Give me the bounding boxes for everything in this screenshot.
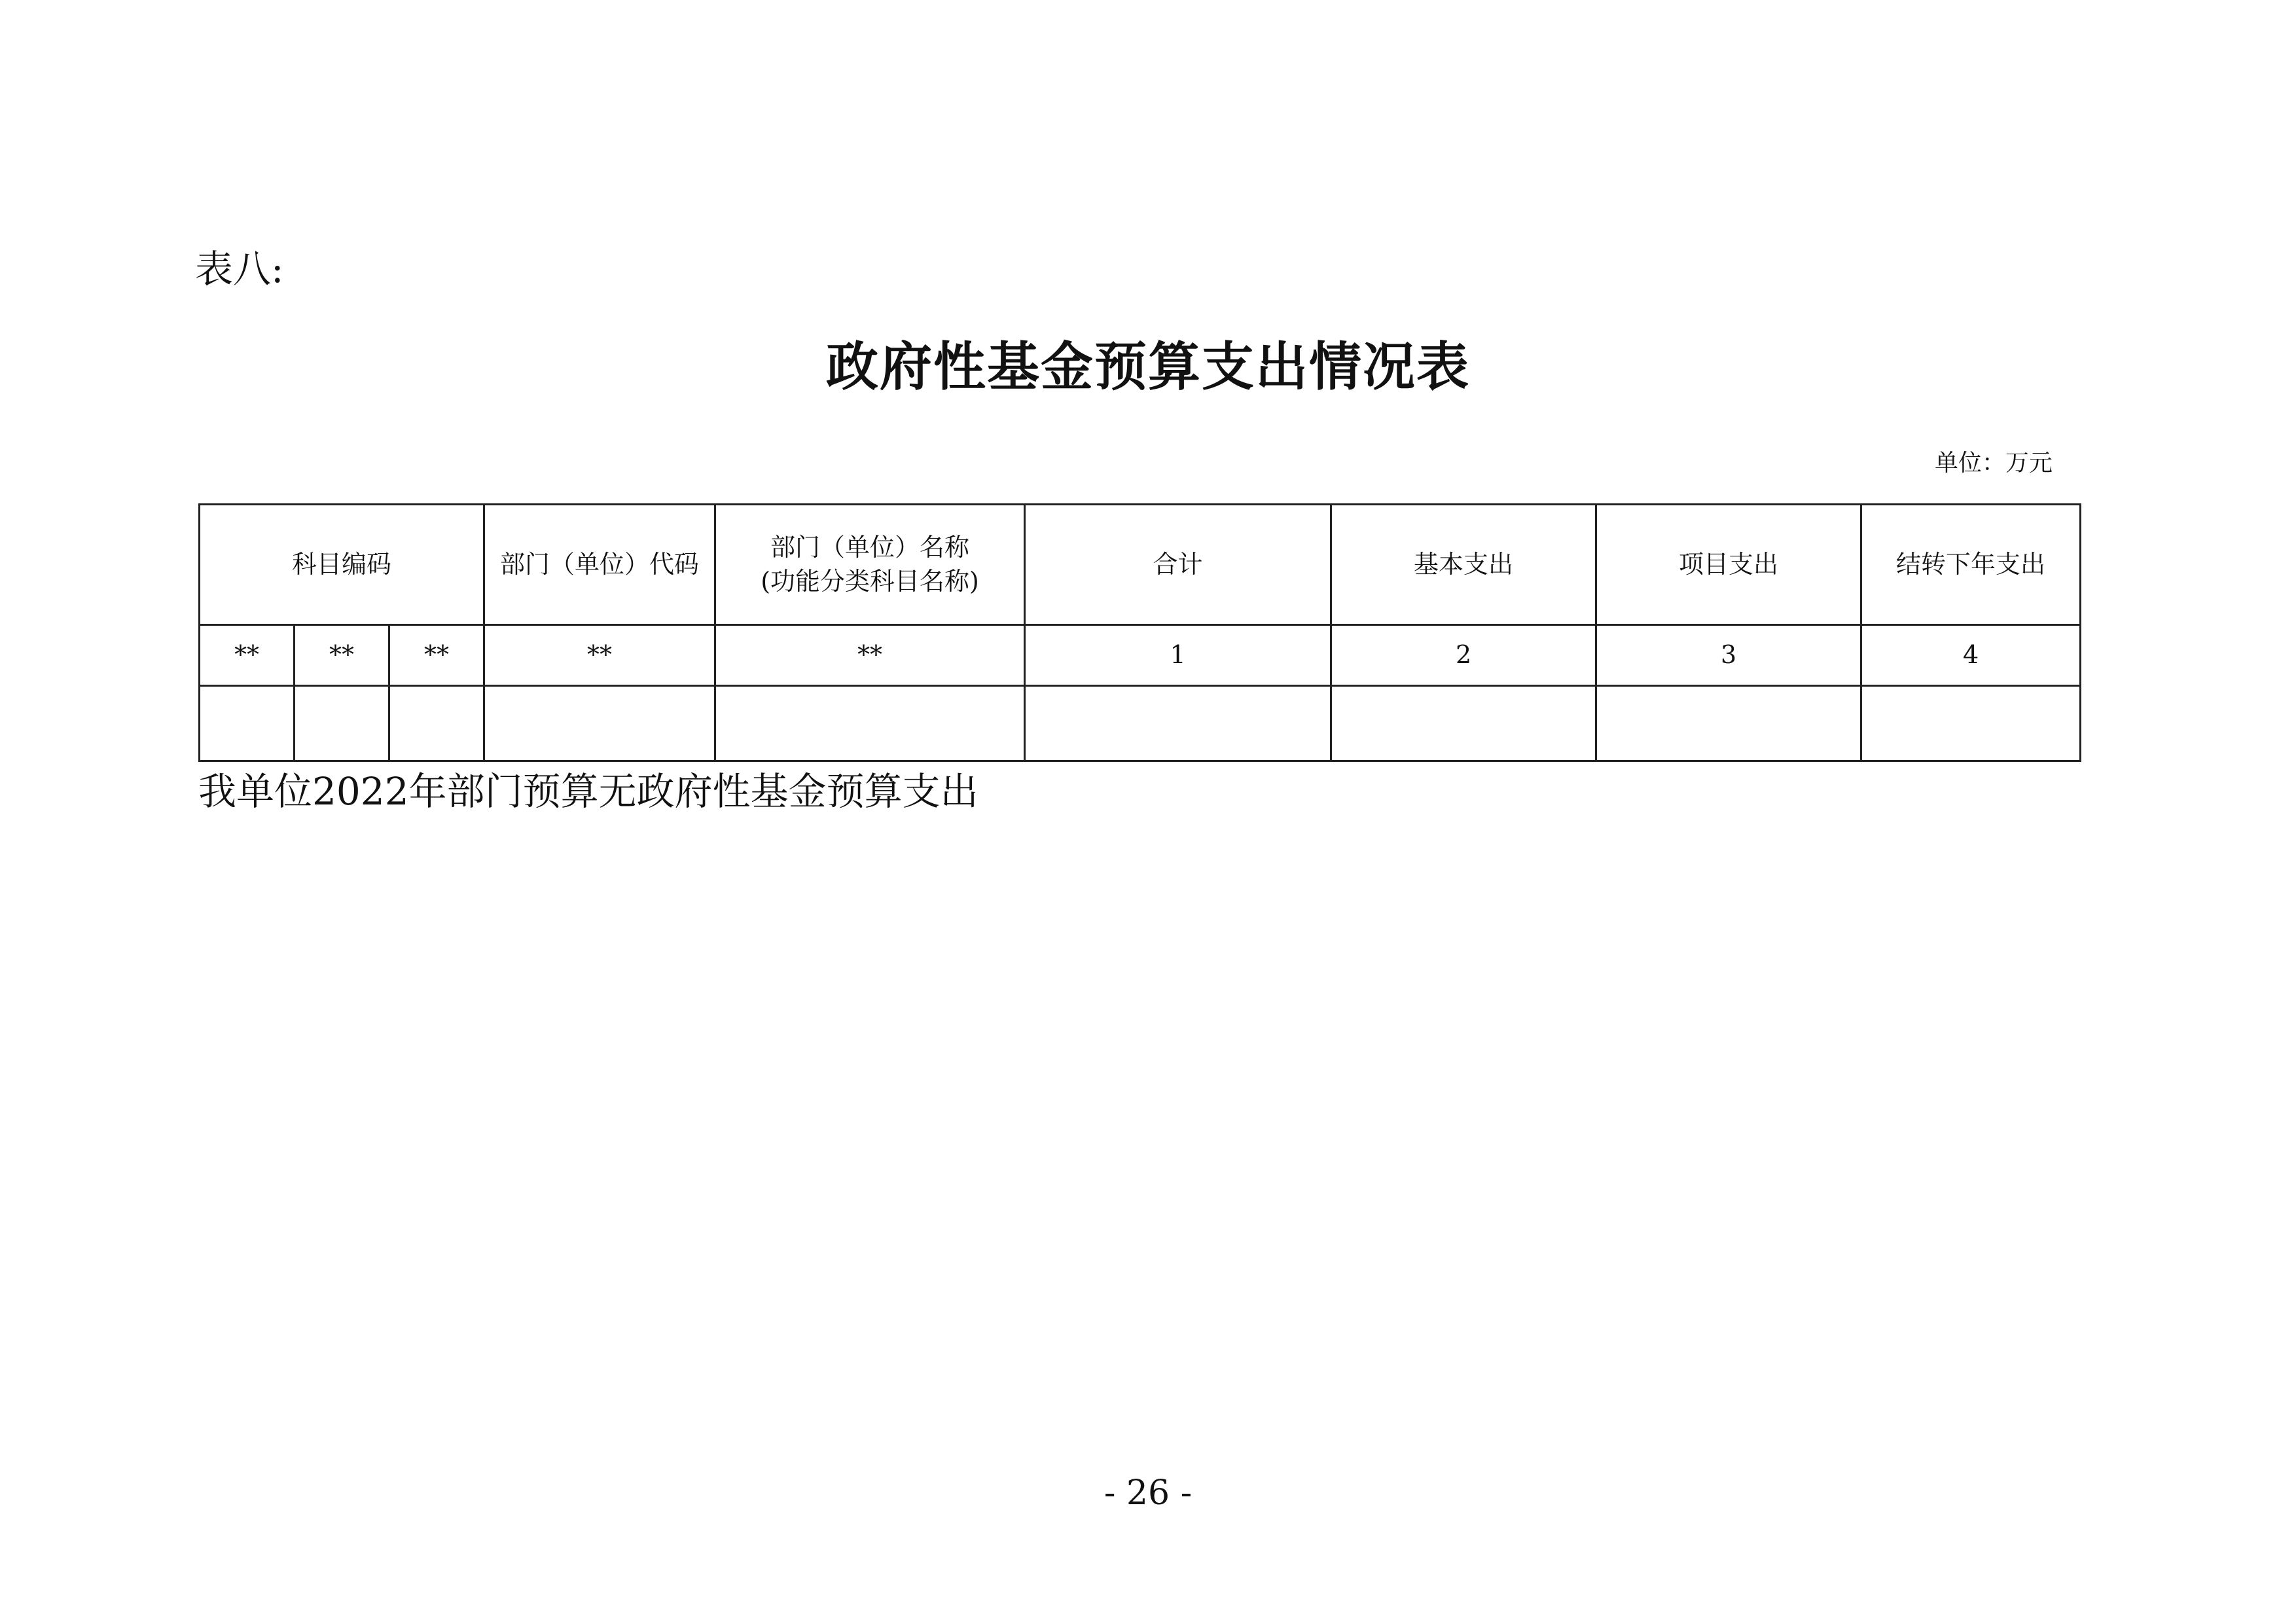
header-dept-code: 部门（单位）代码 xyxy=(484,505,715,625)
index-cell: 2 xyxy=(1331,625,1596,686)
index-cell: ** xyxy=(389,625,484,686)
index-cell: ** xyxy=(715,625,1025,686)
table-cell xyxy=(484,686,715,761)
unit-label: 单位：万元 xyxy=(1934,450,2053,477)
table-header-row xyxy=(200,505,2081,625)
table-cell xyxy=(1331,686,1596,761)
index-cell: 3 xyxy=(1596,625,1861,686)
index-cell: ** xyxy=(484,625,715,686)
header-basic-expense: 基本支出 xyxy=(1331,505,1596,625)
page-number: - 26 - xyxy=(1103,1473,1193,1513)
index-cell: 1 xyxy=(1025,625,1331,686)
table-cell xyxy=(295,686,389,761)
header-total: 合计 xyxy=(1025,505,1331,625)
page-title: 政府性基金预算支出情况表 xyxy=(826,336,1470,397)
header-carryover-expense: 结转下年支出 xyxy=(1861,505,2081,625)
index-cell: 4 xyxy=(1861,625,2081,686)
table-cell xyxy=(1596,686,1861,761)
header-dept-name xyxy=(715,505,1025,625)
header-project-expense: 项目支出 xyxy=(1596,505,1861,625)
header-dept-name-line2: (功能分类科目名称) xyxy=(761,566,979,596)
table-index-row xyxy=(200,625,2081,686)
table-cell xyxy=(1861,686,2081,761)
note-text: 我单位2022年部门预算无政府性基金预算支出 xyxy=(198,769,978,814)
index-cell: ** xyxy=(295,625,389,686)
table-cell xyxy=(715,686,1025,761)
budget-table xyxy=(198,503,2081,762)
table-cell xyxy=(200,686,295,761)
table-row xyxy=(200,686,2081,761)
table-label: 表八: xyxy=(195,247,284,291)
table-cell xyxy=(1025,686,1331,761)
header-dept-name-line1: 部门（单位）名称 xyxy=(770,533,970,562)
header-subject-code: 科目编码 xyxy=(200,505,484,625)
index-cell: ** xyxy=(200,625,295,686)
table-cell xyxy=(389,686,484,761)
